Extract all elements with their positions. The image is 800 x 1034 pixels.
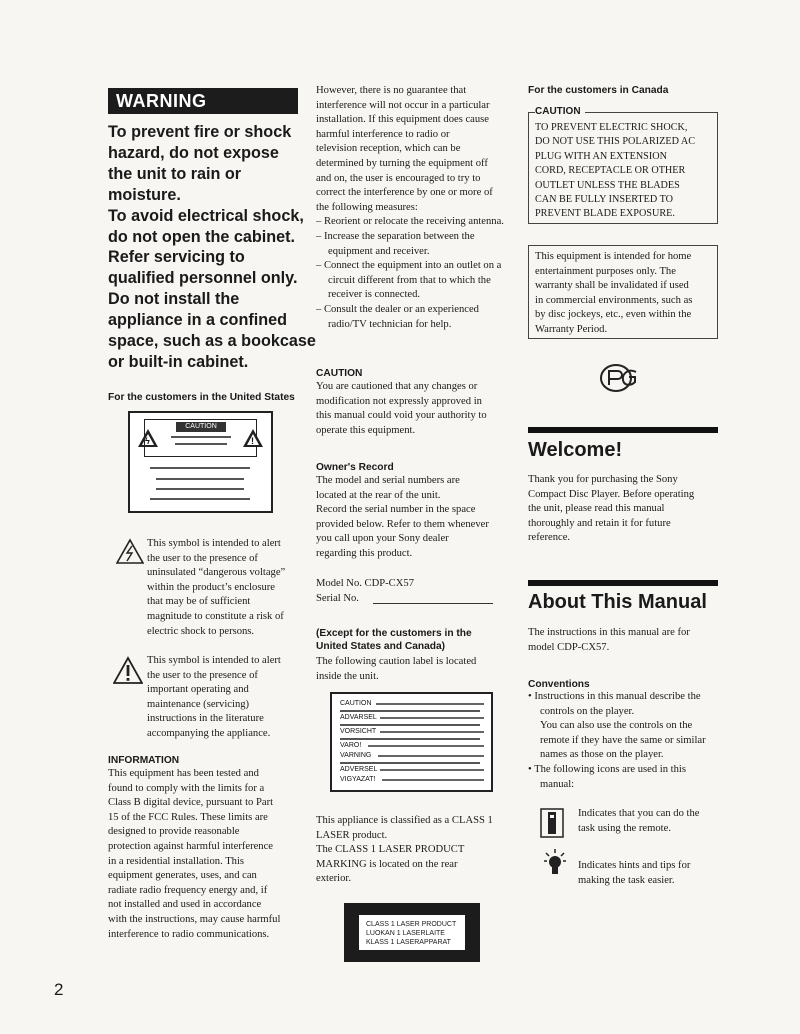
laser-class-text: This appliance is classified as a CLASS 1 LASER product. The CLASS 1 LASER PRODUCT MARKING is located on the rear exterior. xyxy=(316,815,493,885)
canada-caution-title: CAUTION xyxy=(535,105,585,119)
hint-bulb-icon xyxy=(543,848,567,876)
welcome-heading: Welcome! xyxy=(528,439,623,461)
label-caution-title: CAUTION xyxy=(176,422,226,432)
us-customers-heading: For the customers in the United States xyxy=(108,392,295,403)
multilingual-caution-label: CAUTION ADVARSEL VORSICHT VARO! VARNING ADVERSEL VIGYAZAT! xyxy=(330,692,493,792)
exclamation-symbol-text: This symbol is intended to alert the user to the presence of important operating and maintenance (servicing) instructions in the literature accompanying the appliance. xyxy=(147,655,281,739)
serial-number-label: Serial No. xyxy=(316,593,359,604)
measure-item: – Consult the dealer or an experienced radio/TV technician for help. xyxy=(316,303,479,330)
serial-number-blank xyxy=(373,603,493,604)
about-text: The instructions in this manual are for model CDP-CX57. xyxy=(528,627,690,653)
warning-heading: To prevent fire or shock hazard, do not expose the unit to rain or moisture. To avoid electrical shock, do not open the cabinet. Refer servicing to qualified personnel only. Do not install the appliance in a confined space, such as a bookcase or built-in cabinet. xyxy=(108,123,316,371)
except-heading: (Except for the customers in the United States and Canada) xyxy=(316,628,472,652)
owners-record-text: The model and serial numbers are located at the rear of the unit. Record the serial number in the space provided below. Refer to them whenever you call upon your Sony dealer regarding this product. xyxy=(316,475,489,559)
remote-icon xyxy=(540,808,564,838)
welcome-text: Thank you for purchasing the Sony Compact Disc Player. Before operating the unit, please read this manual thoroughly and retain it for future reference. xyxy=(528,474,695,544)
conventions-heading: Conventions xyxy=(528,679,590,690)
measure-item: – Increase the separation between the equipment and receiver. xyxy=(316,230,475,257)
warning-label: WARNING xyxy=(108,88,298,114)
measure-item: – Connect the equipment into an outlet on a circuit different from that to which the receiver is connected. xyxy=(316,260,502,301)
list-item: • Instructions in this manual describe the controls on the player. xyxy=(528,691,701,717)
caution-text: You are cautioned that any changes or modification not expressly approved in this manual could void your authority to operate this equipment. xyxy=(316,381,487,436)
welcome-rule xyxy=(528,427,718,433)
lightning-triangle-icon xyxy=(116,538,144,564)
canada-heading: For the customers in Canada xyxy=(528,85,669,96)
interference-text: However, there is no guarantee that interference will not occur in a particular installation. If this equipment does cause harmful interference to radio or television reception, which can be determined by turning the equipment off and on, the user is encouraged to try to correct the interference by one or more of the following measures: – Reorient or relocate the receiving antenna. – Increase the separation between the equipment and receiver. – Connect the equipment into an outlet on a circuit different from that to which the receiver is connected. – Consult the dealer or an experienced radio/TV technician for help. xyxy=(316,84,511,332)
measure-item: – Reorient or relocate the receiving antenna. xyxy=(316,216,504,228)
owners-record-heading: Owner's Record xyxy=(316,462,394,473)
caution-heading: CAUTION xyxy=(316,368,363,379)
laser-product-label: CLASS 1 LASER PRODUCT LUOKAN 1 LASERLAITE KLASS 1 LASERAPPARAT xyxy=(344,903,480,962)
canada-caution-box: CAUTION TO PREVENT ELECTRIC SHOCK, DO NOT USE THIS POLARIZED AC PLUG WITH AN EXTENSION CORD, RECEPTACLE OR OTHER OUTLET UNLESS THE BLADES CAN BE FULLY INSERTED TO PREVENT BLADE EXPOSURE. xyxy=(528,112,718,224)
conventions-list xyxy=(528,690,714,792)
except-text: The following caution label is located inside the unit. xyxy=(316,656,477,682)
hint-icon-description: Indicates hints and tips for making the task easier. xyxy=(578,860,691,886)
remote-icon-description: Indicates that you can do the task using the remote. xyxy=(578,808,700,834)
model-number: Model No. CDP-CX57 xyxy=(316,578,414,589)
information-text: This equipment has been tested and found to comply with the limits for a Class B digital device, pursuant to Part 15 of the FCC Rules. These limits are designed to provide reasonable protection against harmful interference in a residential installation. This equipment generates, uses, and can radiate radio frequency energy and, if not installed and used in accordance with the instructions, may cause harmful interference to radio communications. xyxy=(108,768,281,940)
us-caution-label: ϟ CAUTION ! xyxy=(128,411,273,513)
lightning-symbol-text: This symbol is intended to alert the user to the presence of uninsulated “dangerous voltage” within the product’s enclosure that may be of sufficient magnitude to constitute a risk of electric shock to persons. xyxy=(147,538,286,637)
list-item: You can also use the controls on the remote if they have the same or similar names as those on the player. xyxy=(540,720,706,761)
about-heading: About This Manual xyxy=(528,591,707,613)
page-number: 2 xyxy=(54,980,64,999)
information-heading: INFORMATION xyxy=(108,755,180,766)
about-rule xyxy=(528,580,718,586)
home-use-notice-box: This equipment is intended for home entertainment purposes only. The warranty shall be invalidated if used in commercial environments, such as by disc jockeys, etc., even within the Warranty Period. xyxy=(528,245,718,339)
exclamation-triangle-icon xyxy=(113,656,143,684)
certification-mark-icon xyxy=(598,362,640,396)
list-item: • The following icons are used in this manual: xyxy=(528,763,686,790)
